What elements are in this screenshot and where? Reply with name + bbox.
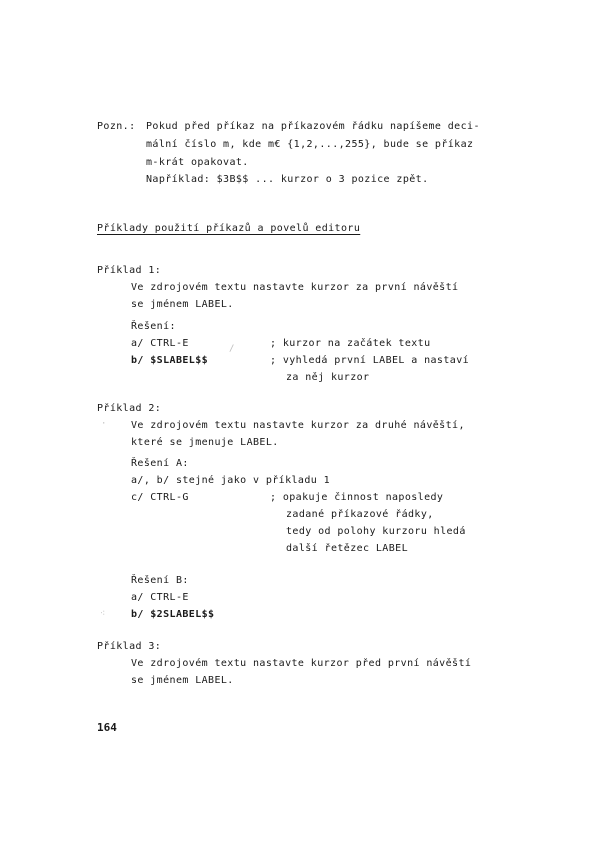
section-title: Příklady použití příkazů a povelů editoru	[97, 223, 361, 234]
solution-line: a/, b/ stejné jako v příkladu 1	[131, 475, 331, 486]
scan-speck: ⁖	[100, 609, 106, 619]
scan-speck: /	[229, 344, 235, 354]
example-task-line: Ve zdrojovém textu nastavte kurzor za druhé návěští,	[131, 420, 465, 431]
note-line: Například: $3B$$ ... kurzor o 3 pozice zpět.	[146, 174, 429, 185]
example-task-line: které se jmenuje LABEL.	[131, 437, 279, 448]
example-heading: Příklad 2:	[97, 403, 162, 414]
example-task-line: se jménem LABEL.	[131, 675, 234, 686]
page-number: 164	[97, 721, 117, 734]
solution-command: a/ CTRL-E	[131, 338, 189, 349]
note-line: m-krát opakovat.	[146, 157, 249, 168]
note-line: mální číslo m, kde m€ {1,2,...,255}, bude se příkaz	[146, 139, 474, 150]
solution-command: b/ $SLABEL$$	[131, 355, 209, 366]
solution-heading: Řešení:	[131, 321, 176, 332]
solution-comment-continuation: další řetězec LABEL	[286, 543, 408, 554]
solution-comment-continuation: za něj kurzor	[286, 372, 370, 383]
solution-comment: ; kurzor na začátek textu	[270, 338, 431, 349]
example-task-line: Ve zdrojovém textu nastavte kurzor před první návěští	[131, 658, 472, 669]
solution-comment-continuation: tedy od polohy kurzoru hledá	[286, 526, 466, 537]
example-task-line: Ve zdrojovém textu nastavte kurzor za první návěští	[131, 282, 459, 293]
solution-command: a/ CTRL-E	[131, 592, 189, 603]
solution-command: b/ $2SLABEL$$	[131, 609, 215, 620]
solution-heading: Řešení A:	[131, 458, 189, 469]
solution-comment: ; opakuje činnost naposledy	[270, 492, 444, 503]
example-heading: Příklad 1:	[97, 265, 162, 276]
note-line: Pokud před příkaz na příkazovém řádku napíšeme deci-	[146, 121, 480, 132]
example-heading: Příklad 3:	[97, 641, 162, 652]
solution-command: c/ CTRL-G	[131, 492, 189, 503]
scan-speck: ·	[101, 419, 107, 429]
solution-comment: ; vyhledá první LABEL a nastaví	[270, 355, 470, 366]
solution-heading: Řešení B:	[131, 575, 189, 586]
example-task-line: se jménem LABEL.	[131, 299, 234, 310]
solution-comment-continuation: zadané příkazové řádky,	[286, 509, 434, 520]
note-label: Pozn.:	[97, 121, 136, 132]
